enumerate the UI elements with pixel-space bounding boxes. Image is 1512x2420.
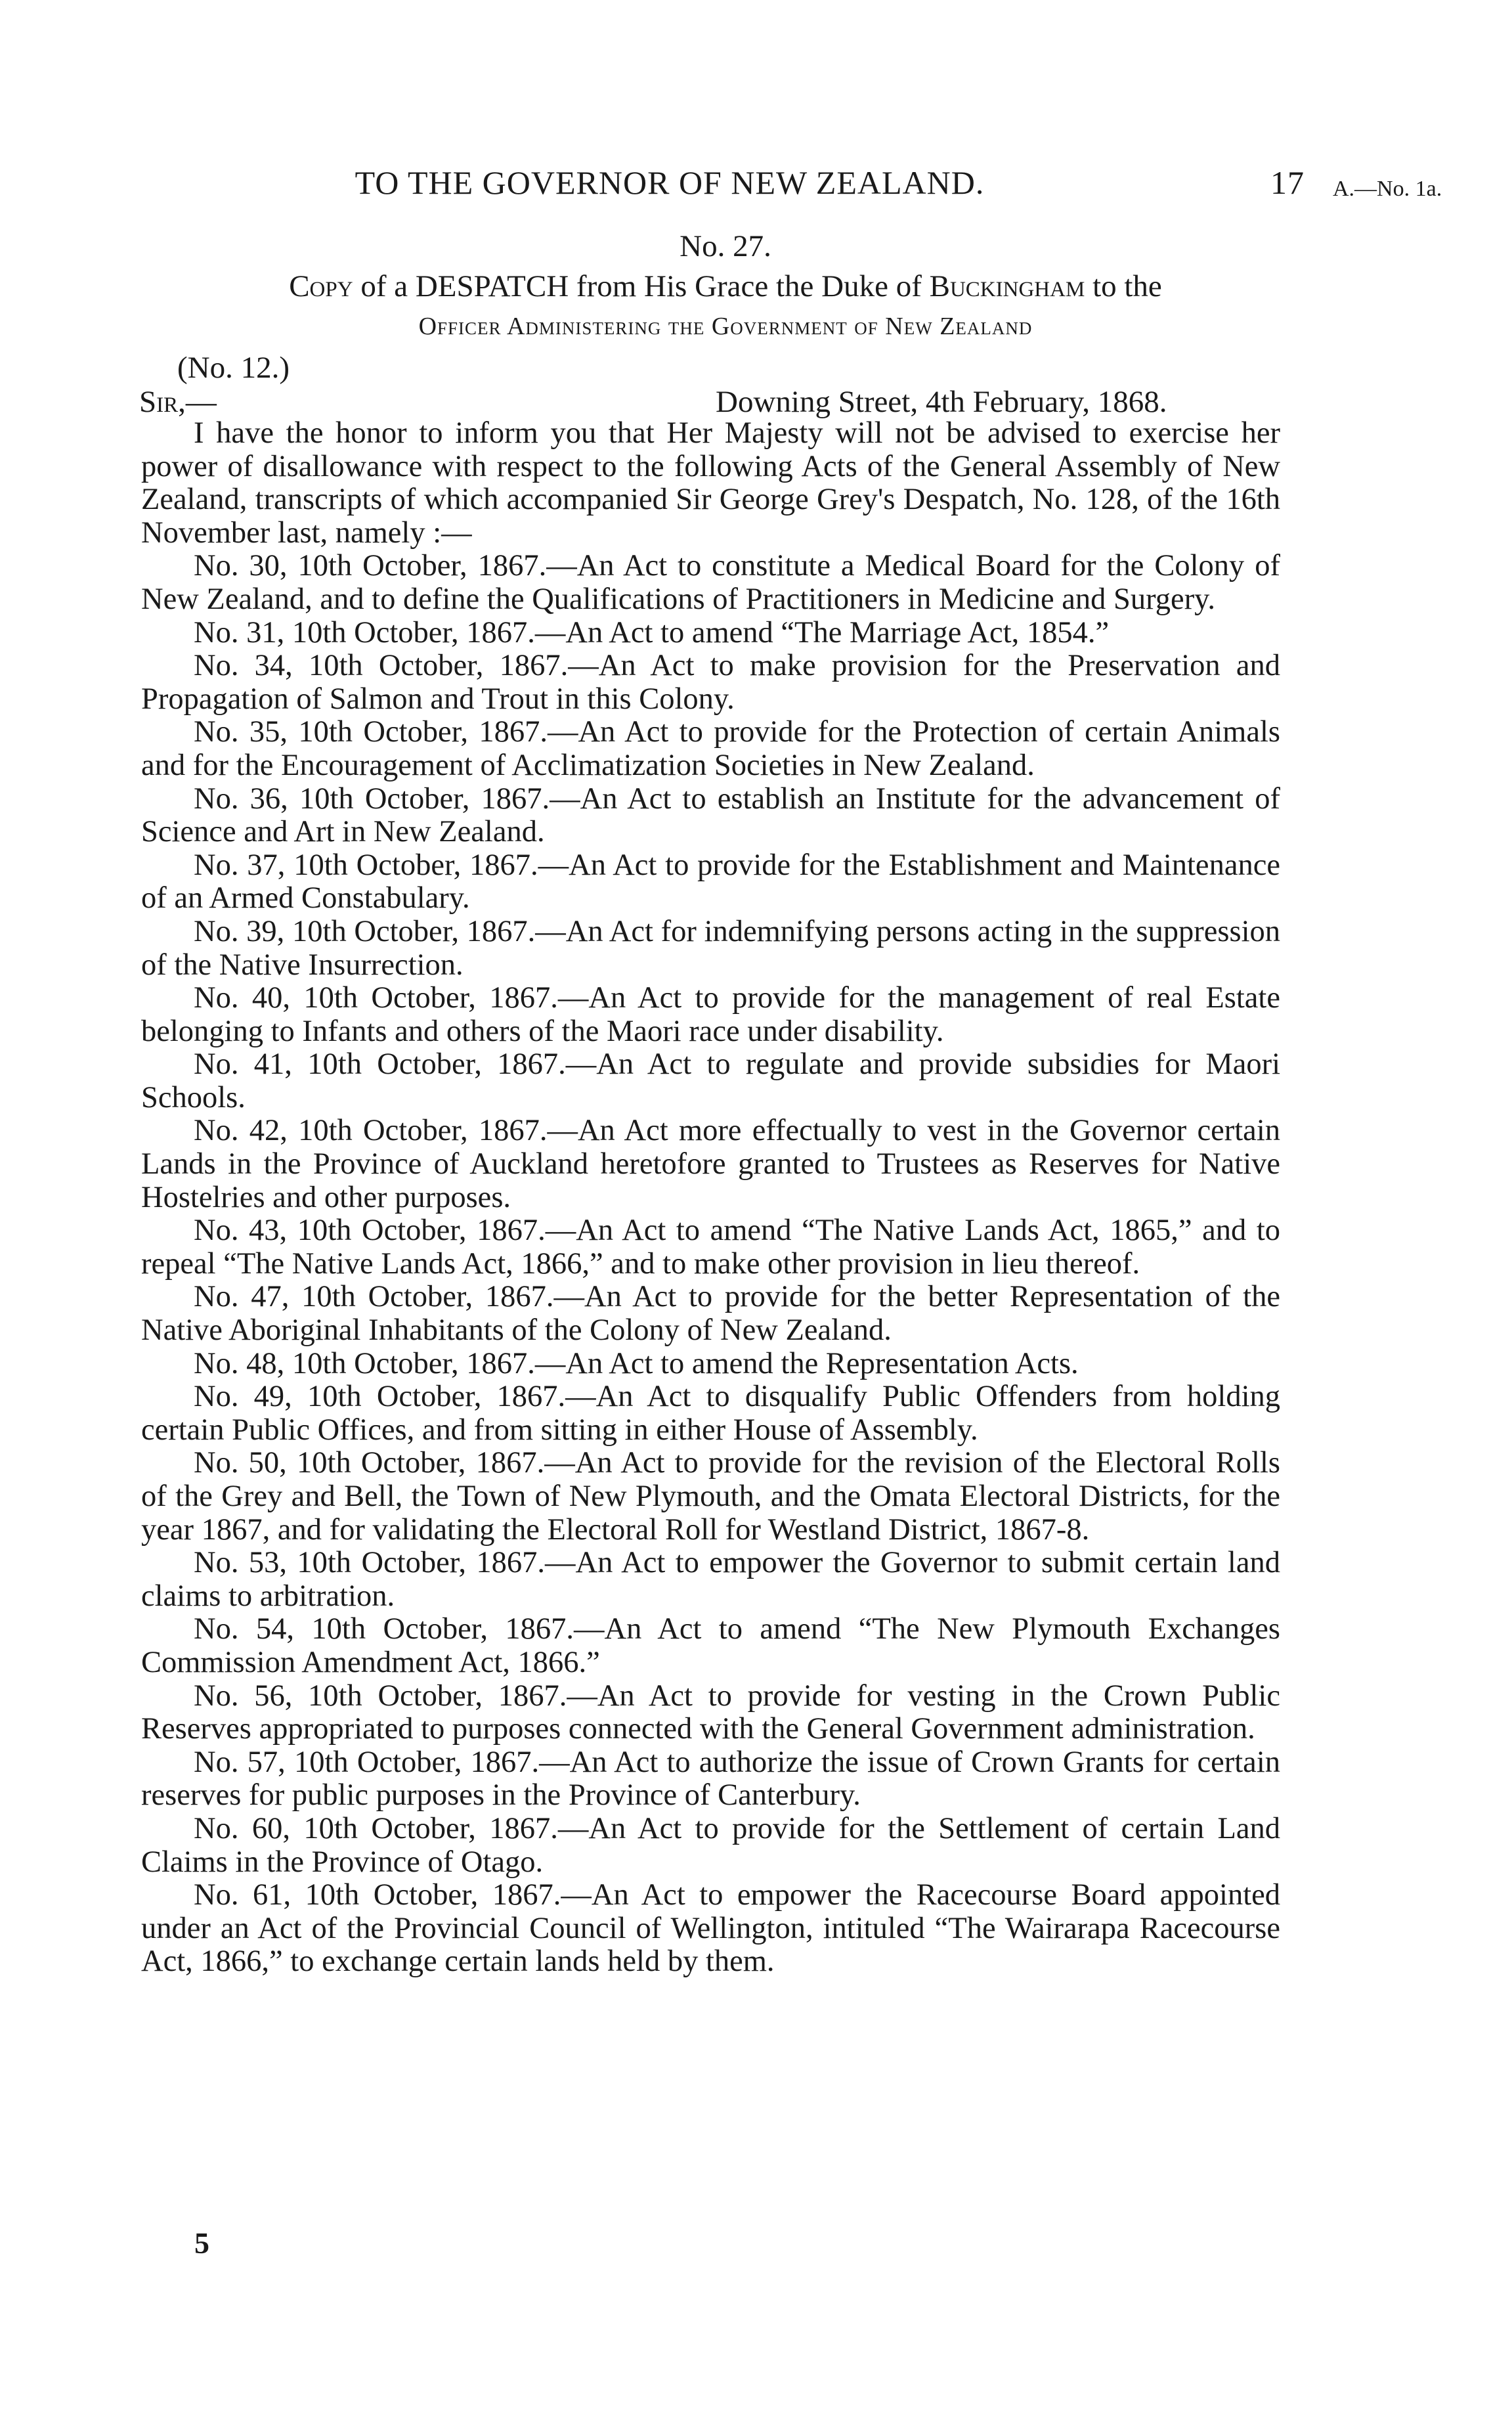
despatch-title (138, 268, 1313, 305)
act-entry: No. 49, 10th October, 1867.—An Act to disqualify Public Offenders from holding certain Public Offices, and from sitting in either House of Assembly. (141, 1380, 1280, 1447)
salutation: Sir,— (139, 385, 217, 419)
title-duke: Buckingham (929, 269, 1085, 303)
act-entry: No. 34, 10th October, 1867.—An Act to make provision for the Preservation and Propagation of Salmon and Trout in this Colony. (141, 649, 1280, 716)
intro-paragraph: I have the honor to inform you that Her Majesty will not be advised to exercise her power of disallowance with respect to the following Acts of the General Assembly of New Zealand, transcripts of which accompanied Sir George Grey's Despatch, No. 128, of the 16th November last, namely :— (141, 416, 1280, 550)
act-entry: No. 43, 10th October, 1867.—An Act to amend “The Native Lands Act, 1865,” and to repeal “The Native Lands Act, 1866,” and to make other provision in lieu thereof. (141, 1214, 1280, 1281)
despatch-sub-number: (No. 12.) (177, 351, 290, 385)
location-date: Downing Street, 4th February, 1868. (716, 385, 1167, 419)
despatch-body (141, 417, 1280, 1979)
act-entry: No. 47, 10th October, 1867.—An Act to provide for the better Representation of the Native Aboriginal Inhabitants of the Colony of New Zealand. (141, 1280, 1280, 1348)
act-entry: No. 30, 10th October, 1867.—An Act to constitute a Medical Board for the Colony of New Zealand, and to define the Qualifications of Practitioners in Medicine and Surgery. (141, 549, 1280, 616)
act-entry: No. 56, 10th October, 1867.—An Act to provide for vesting in the Crown Public Reserves appropriated to purposes connected with the General Government administration. (141, 1679, 1280, 1746)
act-entry: No. 31, 10th October, 1867.—An Act to amend “The Marriage Act, 1854.” (194, 615, 1110, 649)
title-end: to the (1085, 269, 1162, 303)
despatch-recipient: Officer Administering the Government of New Zealand (418, 313, 1033, 340)
document-reference: A.—No. 1a. (1333, 177, 1442, 201)
act-entry: No. 39, 10th October, 1867.—An Act for indemnifying persons acting in the suppression of the Native Insurrection. (141, 914, 1280, 982)
running-header-title: TO THE GOVERNOR OF NEW ZEALAND. (355, 164, 985, 201)
act-entry: No. 53, 10th October, 1867.—An Act to empower the Governor to submit certain land claims to arbitration. (141, 1546, 1280, 1613)
page-number: 17 (1270, 164, 1305, 201)
act-entry: No. 61, 10th October, 1867.—An Act to empower the Racecourse Board appointed under an Act of the Provincial Council of Wellington, intituled “The Wairarapa Racecourse Act, 1866,” to exchange certain lands held by them. (141, 1878, 1280, 1979)
act-entry: No. 35, 10th October, 1867.—An Act to provide for the Protection of certain Animals and for the Encouragement of Acclimatization Societies in New Zealand. (141, 715, 1280, 782)
act-entry: No. 41, 10th October, 1867.—An Act to regulate and provide subsidies for Maori Schools. (141, 1047, 1280, 1114)
act-entry: No. 40, 10th October, 1867.—An Act to provide for the management of real Estate belonging to Infants and others of the Maori race under disability. (141, 981, 1280, 1048)
act-entry: No. 50, 10th October, 1867.—An Act to provide for the revision of the Electoral Rolls of the Grey and Bell, the Town of New Plymouth, and the Omata Electoral Districts, for the year 1867, and for validating the Electoral Roll for Westland District, 1867-8. (141, 1446, 1280, 1547)
act-entry: No. 37, 10th October, 1867.—An Act to provide for the Establishment and Maintenance of an Armed Constabulary. (141, 848, 1280, 915)
title-copy: Copy (289, 269, 353, 303)
act-entry: No. 42, 10th October, 1867.—An Act more effectually to vest in the Governor certain Lands in the Province of Auckland heretofore granted to Trustees as Reserves for Native Hostelries and other purposes. (141, 1114, 1280, 1214)
act-entry: No. 57, 10th October, 1867.—An Act to authorize the issue of Crown Grants for certain reserves for public purposes in the Province of Canterbury. (141, 1745, 1280, 1813)
title-rest: of a DESPATCH from His Grace the Duke of (353, 269, 930, 303)
act-entry: No. 36, 10th October, 1867.—An Act to establish an Institute for the advancement of Science and Art in New Zealand. (141, 781, 1280, 849)
despatch-number: No. 27. (680, 229, 771, 263)
act-entry: No. 60, 10th October, 1867.—An Act to provide for the Settlement of certain Land Claims in the Province of Otago. (141, 1811, 1280, 1879)
act-entry: No. 54, 10th October, 1867.—An Act to amend “The New Plymouth Exchanges Commission Amendment Act, 1866.” (141, 1612, 1280, 1679)
signature-mark: 5 (194, 2226, 209, 2260)
act-entry: No. 48, 10th October, 1867.—An Act to amend the Representation Acts. (194, 1346, 1079, 1380)
